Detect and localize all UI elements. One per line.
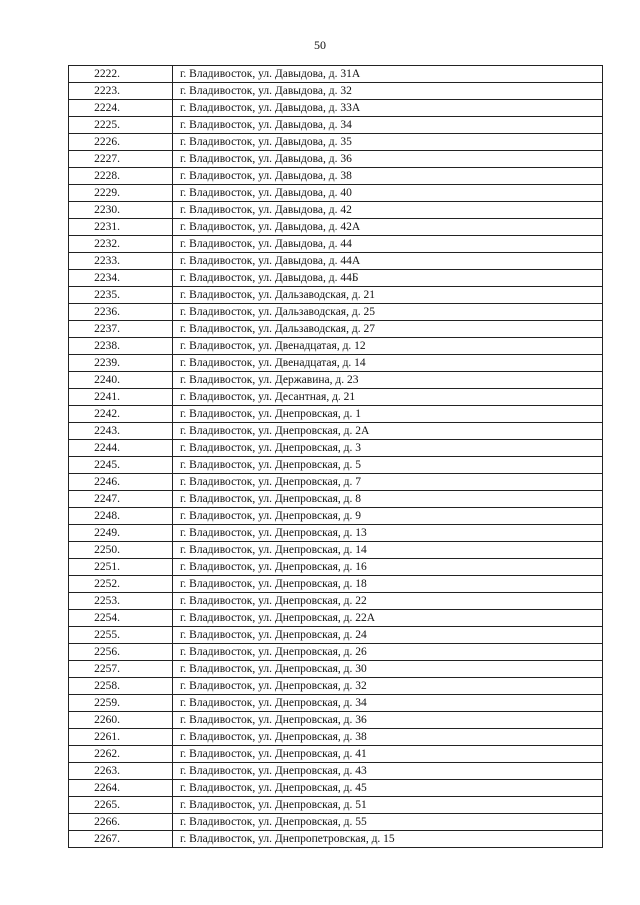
row-address: г. Владивосток, ул. Давыдова, д. 35	[173, 134, 603, 151]
row-number: 2252.	[69, 576, 173, 593]
row-address: г. Владивосток, ул. Днепровская, д. 30	[173, 661, 603, 678]
table-row	[69, 525, 603, 542]
row-number: 2225.	[69, 117, 173, 134]
table-row	[69, 151, 603, 168]
table-row	[69, 134, 603, 151]
table-row	[69, 100, 603, 117]
row-address: г. Владивосток, ул. Двенадцатая, д. 14	[173, 355, 603, 372]
row-address: г. Владивосток, ул. Днепровская, д. 2А	[173, 423, 603, 440]
row-number: 2228.	[69, 168, 173, 185]
row-address: г. Владивосток, ул. Днепровская, д. 5	[173, 457, 603, 474]
row-number: 2236.	[69, 304, 173, 321]
row-address: г. Владивосток, ул. Давыдова, д. 36	[173, 151, 603, 168]
row-number: 2261.	[69, 729, 173, 746]
row-number: 2264.	[69, 780, 173, 797]
row-address: г. Владивосток, ул. Давыдова, д. 44	[173, 236, 603, 253]
row-address: г. Владивосток, ул. Днепровская, д. 36	[173, 712, 603, 729]
row-number: 2235.	[69, 287, 173, 304]
row-address: г. Владивосток, ул. Давыдова, д. 44Б	[173, 270, 603, 287]
row-number: 2231.	[69, 219, 173, 236]
row-address: г. Владивосток, ул. Давыдова, д. 40	[173, 185, 603, 202]
row-number: 2265.	[69, 797, 173, 814]
row-address: г. Владивосток, ул. Днепровская, д. 34	[173, 695, 603, 712]
table-row	[69, 831, 603, 848]
row-address: г. Владивосток, ул. Днепровская, д. 51	[173, 797, 603, 814]
table-row	[69, 695, 603, 712]
row-number: 2266.	[69, 814, 173, 831]
row-number: 2229.	[69, 185, 173, 202]
row-number: 2243.	[69, 423, 173, 440]
row-address: г. Владивосток, ул. Давыдова, д. 32	[173, 83, 603, 100]
table-row	[69, 185, 603, 202]
table-row	[69, 508, 603, 525]
row-number: 2241.	[69, 389, 173, 406]
row-number: 2224.	[69, 100, 173, 117]
row-number: 2247.	[69, 491, 173, 508]
row-number: 2240.	[69, 372, 173, 389]
table-row	[69, 763, 603, 780]
row-number: 2249.	[69, 525, 173, 542]
row-number: 2245.	[69, 457, 173, 474]
table-row	[69, 304, 603, 321]
table-row	[69, 712, 603, 729]
address-table	[68, 65, 603, 848]
table-row	[69, 542, 603, 559]
table-row	[69, 559, 603, 576]
row-number: 2222.	[69, 66, 173, 83]
row-address: г. Владивосток, ул. Давыдова, д. 34	[173, 117, 603, 134]
row-address: г. Владивосток, ул. Днепровская, д. 43	[173, 763, 603, 780]
row-number: 2267.	[69, 831, 173, 848]
table-row	[69, 355, 603, 372]
row-number: 2253.	[69, 593, 173, 610]
row-address: г. Владивосток, ул. Днепровская, д. 3	[173, 440, 603, 457]
table-row	[69, 661, 603, 678]
table-row	[69, 83, 603, 100]
row-address: г. Владивосток, ул. Двенадцатая, д. 12	[173, 338, 603, 355]
row-address: г. Владивосток, ул. Дальзаводская, д. 21	[173, 287, 603, 304]
row-address: г. Владивосток, ул. Дальзаводская, д. 25	[173, 304, 603, 321]
row-number: 2262.	[69, 746, 173, 763]
row-address: г. Владивосток, ул. Днепропетровская, д. 15	[173, 831, 603, 848]
row-address: г. Владивосток, ул. Днепровская, д. 55	[173, 814, 603, 831]
table-row	[69, 168, 603, 185]
row-address: г. Владивосток, ул. Днепровская, д. 9	[173, 508, 603, 525]
table-row	[69, 627, 603, 644]
row-address: г. Владивосток, ул. Днепровская, д. 45	[173, 780, 603, 797]
table-row	[69, 253, 603, 270]
row-number: 2256.	[69, 644, 173, 661]
row-number: 2251.	[69, 559, 173, 576]
row-number: 2246.	[69, 474, 173, 491]
row-number: 2230.	[69, 202, 173, 219]
table-row	[69, 644, 603, 661]
row-number: 2233.	[69, 253, 173, 270]
row-number: 2254.	[69, 610, 173, 627]
row-address: г. Владивосток, ул. Десантная, д. 21	[173, 389, 603, 406]
row-number: 2259.	[69, 695, 173, 712]
row-number: 2255.	[69, 627, 173, 644]
table-row	[69, 338, 603, 355]
row-number: 2226.	[69, 134, 173, 151]
table-row	[69, 797, 603, 814]
table-row	[69, 576, 603, 593]
row-number: 2234.	[69, 270, 173, 287]
table-row	[69, 117, 603, 134]
row-number: 2238.	[69, 338, 173, 355]
row-number: 2257.	[69, 661, 173, 678]
row-number: 2258.	[69, 678, 173, 695]
row-address: г. Владивосток, ул. Давыдова, д. 42А	[173, 219, 603, 236]
row-number: 2223.	[69, 83, 173, 100]
row-address: г. Владивосток, ул. Днепровская, д. 22	[173, 593, 603, 610]
row-address: г. Владивосток, ул. Давыдова, д. 33А	[173, 100, 603, 117]
table-row	[69, 287, 603, 304]
row-number: 2227.	[69, 151, 173, 168]
row-address: г. Владивосток, ул. Днепровская, д. 32	[173, 678, 603, 695]
table-row	[69, 610, 603, 627]
row-address: г. Владивосток, ул. Днепровская, д. 18	[173, 576, 603, 593]
table-row	[69, 270, 603, 287]
row-number: 2248.	[69, 508, 173, 525]
row-address: г. Владивосток, ул. Днепровская, д. 24	[173, 627, 603, 644]
table-row	[69, 219, 603, 236]
row-address: г. Владивосток, ул. Днепровская, д. 16	[173, 559, 603, 576]
table-row	[69, 423, 603, 440]
table-row	[69, 474, 603, 491]
table-row	[69, 66, 603, 83]
row-address: г. Владивосток, ул. Державина, д. 23	[173, 372, 603, 389]
row-address: г. Владивосток, ул. Давыдова, д. 31А	[173, 66, 603, 83]
row-address: г. Владивосток, ул. Днепровская, д. 14	[173, 542, 603, 559]
row-address: г. Владивосток, ул. Давыдова, д. 44А	[173, 253, 603, 270]
row-address: г. Владивосток, ул. Днепровская, д. 7	[173, 474, 603, 491]
row-address: г. Владивосток, ул. Давыдова, д. 42	[173, 202, 603, 219]
table-row	[69, 389, 603, 406]
row-number: 2263.	[69, 763, 173, 780]
table-row	[69, 593, 603, 610]
table-row	[69, 780, 603, 797]
row-address: г. Владивосток, ул. Днепровская, д. 8	[173, 491, 603, 508]
row-address: г. Владивосток, ул. Днепровская, д. 1	[173, 406, 603, 423]
row-address: г. Владивосток, ул. Днепровская, д. 13	[173, 525, 603, 542]
address-table-body	[69, 66, 603, 848]
table-row	[69, 746, 603, 763]
table-row	[69, 321, 603, 338]
row-number: 2232.	[69, 236, 173, 253]
row-number: 2260.	[69, 712, 173, 729]
table-row	[69, 202, 603, 219]
row-address: г. Владивосток, ул. Днепровская, д. 38	[173, 729, 603, 746]
row-address: г. Владивосток, ул. Днепровская, д. 41	[173, 746, 603, 763]
row-address: г. Владивосток, ул. Днепровская, д. 26	[173, 644, 603, 661]
table-row	[69, 372, 603, 389]
table-row	[69, 406, 603, 423]
table-row	[69, 678, 603, 695]
row-address: г. Владивосток, ул. Днепровская, д. 22А	[173, 610, 603, 627]
table-row	[69, 491, 603, 508]
page-number: 50	[314, 38, 326, 52]
row-number: 2250.	[69, 542, 173, 559]
row-number: 2239.	[69, 355, 173, 372]
table-row	[69, 814, 603, 831]
row-number: 2244.	[69, 440, 173, 457]
row-address: г. Владивосток, ул. Дальзаводская, д. 27	[173, 321, 603, 338]
table-row	[69, 440, 603, 457]
row-address: г. Владивосток, ул. Давыдова, д. 38	[173, 168, 603, 185]
row-number: 2237.	[69, 321, 173, 338]
table-row	[69, 457, 603, 474]
table-row	[69, 729, 603, 746]
table-row	[69, 236, 603, 253]
row-number: 2242.	[69, 406, 173, 423]
